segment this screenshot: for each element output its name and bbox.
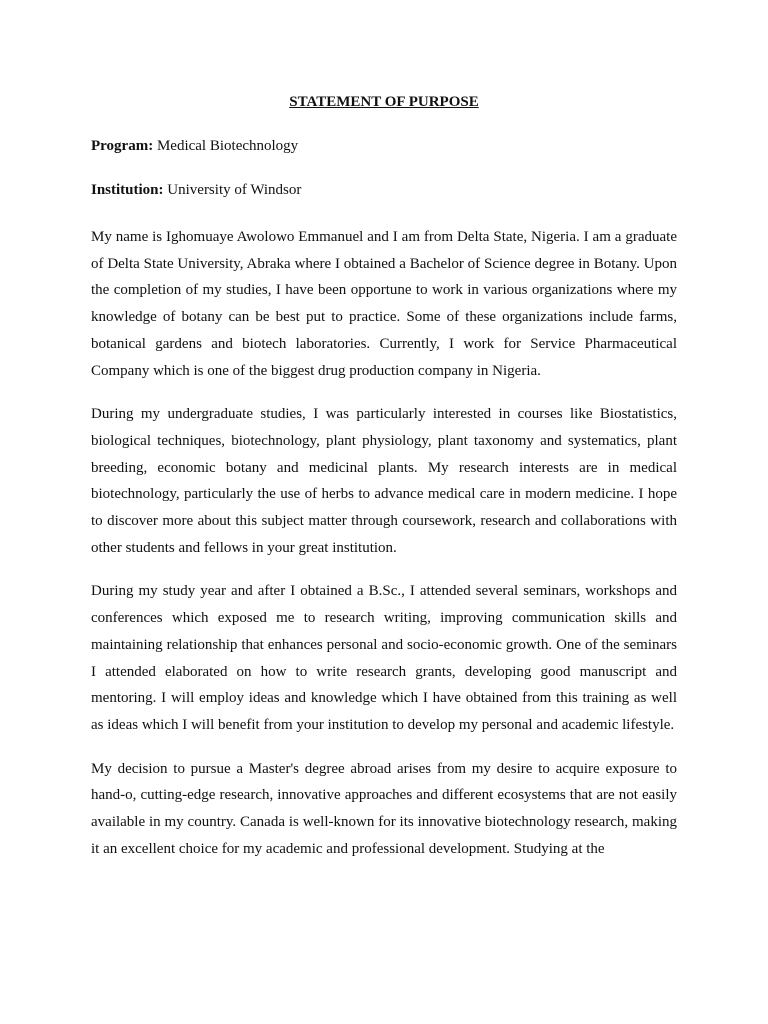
- program-label: Program:: [91, 138, 154, 154]
- document-body: [91, 92, 677, 879]
- program-field: [91, 136, 677, 156]
- institution-label: Institution:: [91, 182, 164, 198]
- institution-field: [91, 180, 677, 200]
- paragraph-seminars: During my study year and after I obtained a B.Sc., I attended several seminars, workshops and conferences which exposed me to research writing, improving communication skills and maintaining relationship that enhances personal and socio-economic growth. One of the seminars I attended elaborated on how to write research grants, developing good manuscript and mentoring. I will employ ideas and knowledge which I have obtained from this training as well as ideas which I will benefit from your institution to develop my personal and academic lifestyle.: [91, 583, 677, 733]
- paragraph-masters-decision: My decision to pursue a Master's degree abroad arises from my desire to acquire exposure to hand-o, cutting-edge research, innovative approaches and different ecosystems that are not easily available in my country. Canada is well-known for its innovative biotechnology research, making it an excellent choice for my academic and professional development. Studying at the: [91, 760, 677, 857]
- program-value: Medical Biotechnology: [156, 138, 299, 154]
- document-title: STATEMENT OF PURPOSE: [289, 94, 479, 110]
- paragraph-undergraduate-studies: During my undergraduate studies, I was particularly interested in courses like Biostatistics, biological techniques, biotechnology, plant physiology, plant taxonomy and systematics, plant breeding, economic botany and medicinal plants. My research interests are in medical biotechnology, particularly the use of herbs to advance medical care in modern medicine. I hope to discover more about this subject matter through coursework, research and collaborations with other students and fellows in your great institution.: [91, 406, 677, 556]
- institution-value: University of Windsor: [167, 182, 302, 198]
- paragraph-introduction: My name is Ighomuaye Awolowo Emmanuel and I am from Delta State, Nigeria. I am a graduate of Delta State University, Abraka where I obtained a Bachelor of Science degree in Botany. Upon the completion of my studies, I have been opportune to work in various organizations where my knowledge of botany can be best put to practice. Some of these organizations include farms, botanical gardens and biotech laboratories. Currently, I work for Service Pharmaceutical Company which is one of the biggest drug production company in Nigeria.: [91, 229, 677, 379]
